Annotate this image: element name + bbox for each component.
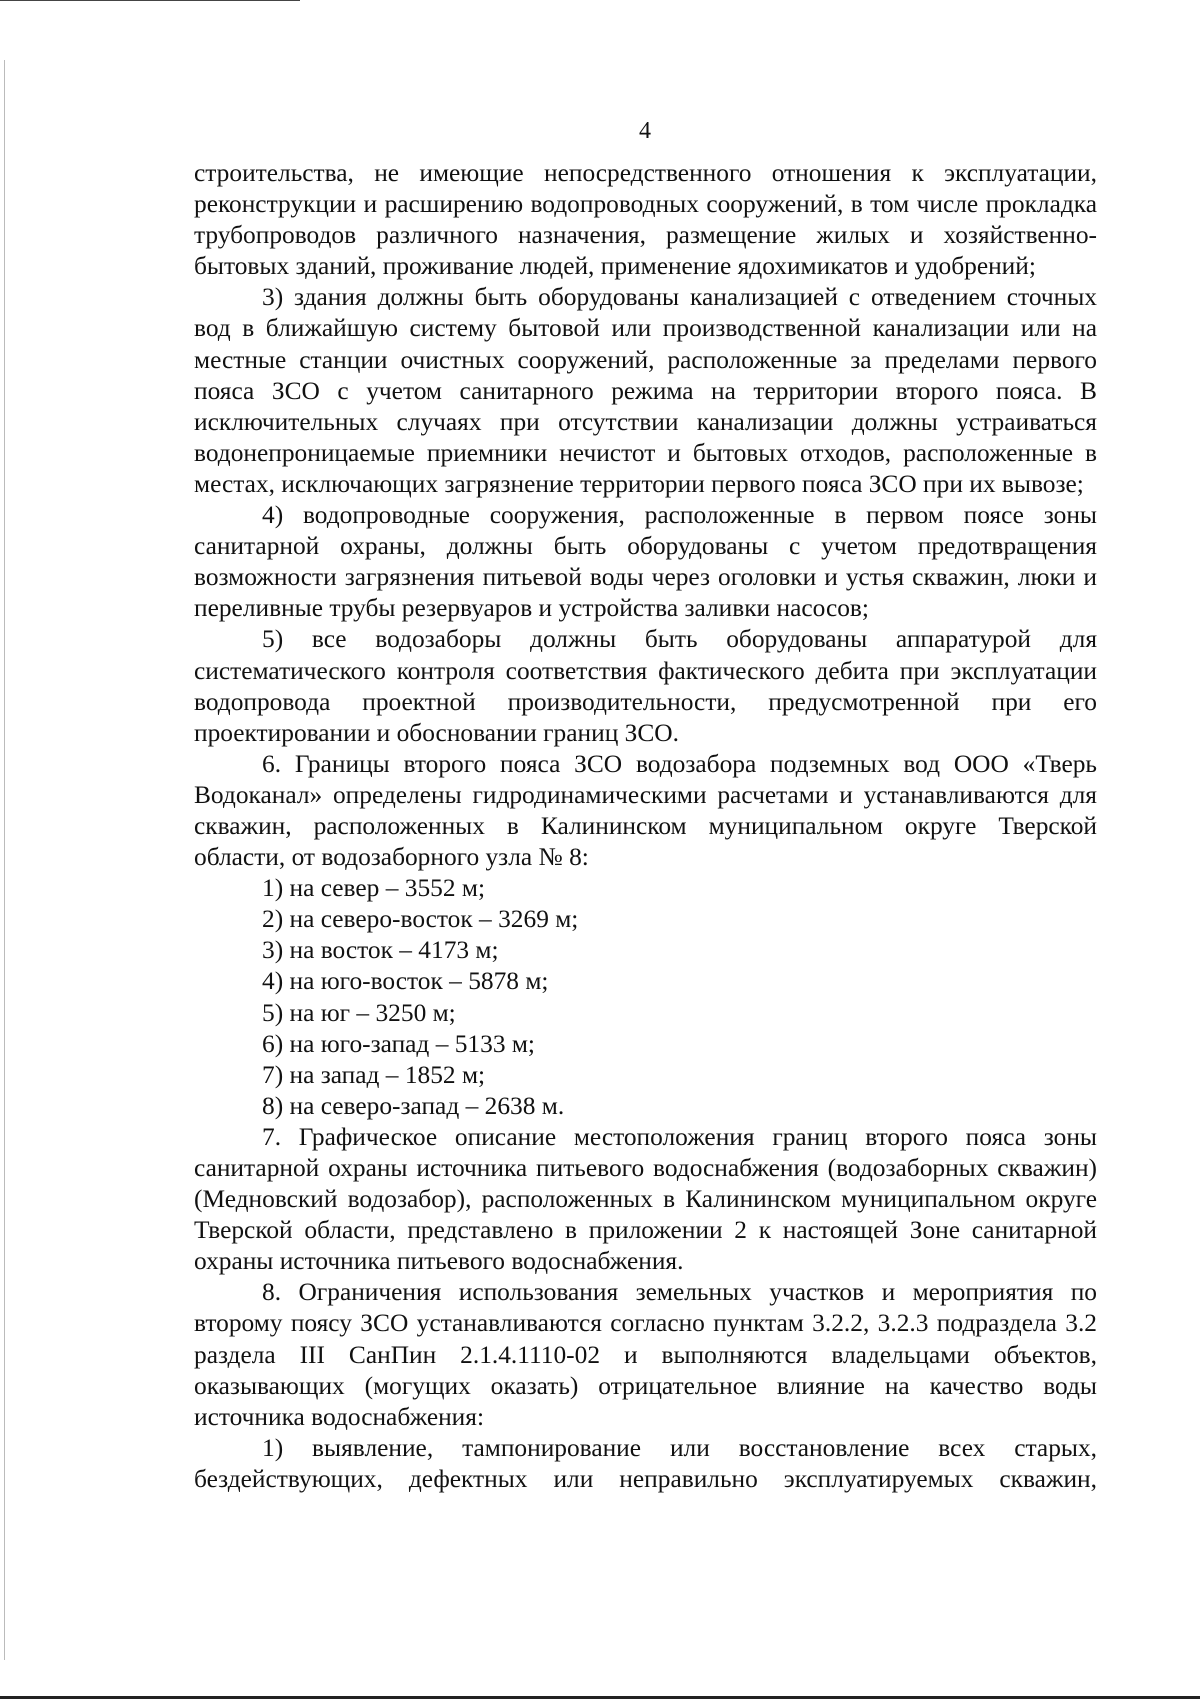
direction-item: 7) на запад – 1852 м; — [262, 1060, 486, 1089]
paragraph-item-3: 3) здания должны быть оборудованы канализацией с отведением сточных вод в ближайшую систему бытовой или производственной канализации или на местные станции очистных сооружений, расположенные за пределами первого пояса ЗСО с учетом санитарного режима на территории второго пояса. В исключительных случаях при отсутствии канализации должны устраиваться водонепроницаемые приемники нечистот и бытовых отходов, расположенные в местах, исключающих загрязнение территории первого пояса ЗСО при их вывозе; — [194, 283, 1097, 498]
direction-item: 2) на северо-восток – 3269 м; — [262, 905, 579, 934]
document-body — [194, 158, 1097, 1495]
page-number: 4 — [639, 118, 651, 144]
direction-list — [194, 873, 1097, 1122]
paragraph-item-4: 4) водопроводные сооружения, расположенные в первом поясе зоны санитарной охраны, должны быть оборудованы с учетом предотвращения возможности загрязнения питьевой воды через оголовки и устья скважин, люки и переливные трубы резервуаров и устройства заливки насосов; — [194, 501, 1097, 623]
direction-item: 6) на юго-запад – 5133 м; — [262, 1029, 535, 1058]
direction-item: 8) на северо-запад – 2638 м. — [262, 1091, 565, 1120]
direction-item: 1) на север – 3552 м; — [262, 874, 485, 903]
direction-item: 5) на юг – 3250 м; — [262, 998, 456, 1027]
paragraph-section-7: 7. Графическое описание местоположения границ второго пояса зоны санитарной охраны источника питьевого водоснабжения (водозаборных скважин) (Медновский водозабор), расположенных в Калининском муниципальном округе Тверской области, представлено в приложении 2 к настоящей Зоне санитарной охраны источника питьевого водоснабжения. — [194, 1122, 1097, 1276]
continued-paragraph: строительства, не имеющие непосредственного отношения к эксплуатации, реконструкции и расширению водопроводных сооружений, в том числе прокладка трубопроводов различного назначения, размещение жилых и хозяйственно-бытовых зданий, проживание людей, применение ядохимикатов и удобрений; — [194, 159, 1097, 281]
direction-item: 3) на восток – 4173 м; — [262, 936, 499, 965]
paragraph-section-6: 6. Границы второго пояса ЗСО водозабора подземных вод ООО «Тверь Водоканал» определены гидродинамическими расчетами и устанавливаются для скважин, расположенных в Калининском муниципальном округе Тверской области, от водозаборного узла № 8: — [194, 749, 1097, 872]
paragraph-item-5: 5) все водозаборы должны быть оборудованы аппаратурой для систематического контроля соответствия фактического дебита при эксплуатации водопровода проектной производительности, предусмотренной при его проектировании и обосновании границ ЗСО. — [194, 625, 1097, 747]
scan-edge-left — [4, 60, 5, 1660]
paragraph-section-8: 8. Ограничения использования земельных участков и мероприятия по второму поясу ЗСО устанавливаются согласно пунктам 3.2.2, 3.2.3 подраздела 3.2 раздела III СанПин 2.1.4.1110-02 и выполняются владельцами объектов, оказывающих (могущих оказать) отрицательное влияние на качество воды источника водоснабжения: — [194, 1278, 1097, 1431]
scan-edge-top — [0, 0, 300, 1]
direction-item: 4) на юго-восток – 5878 м; — [262, 967, 549, 996]
paragraph-measure-1: 1) выявление, тампонирование или восстановление всех старых, бездействующих, дефектных или неправильно эксплуатируемых скважин, — [194, 1433, 1097, 1493]
